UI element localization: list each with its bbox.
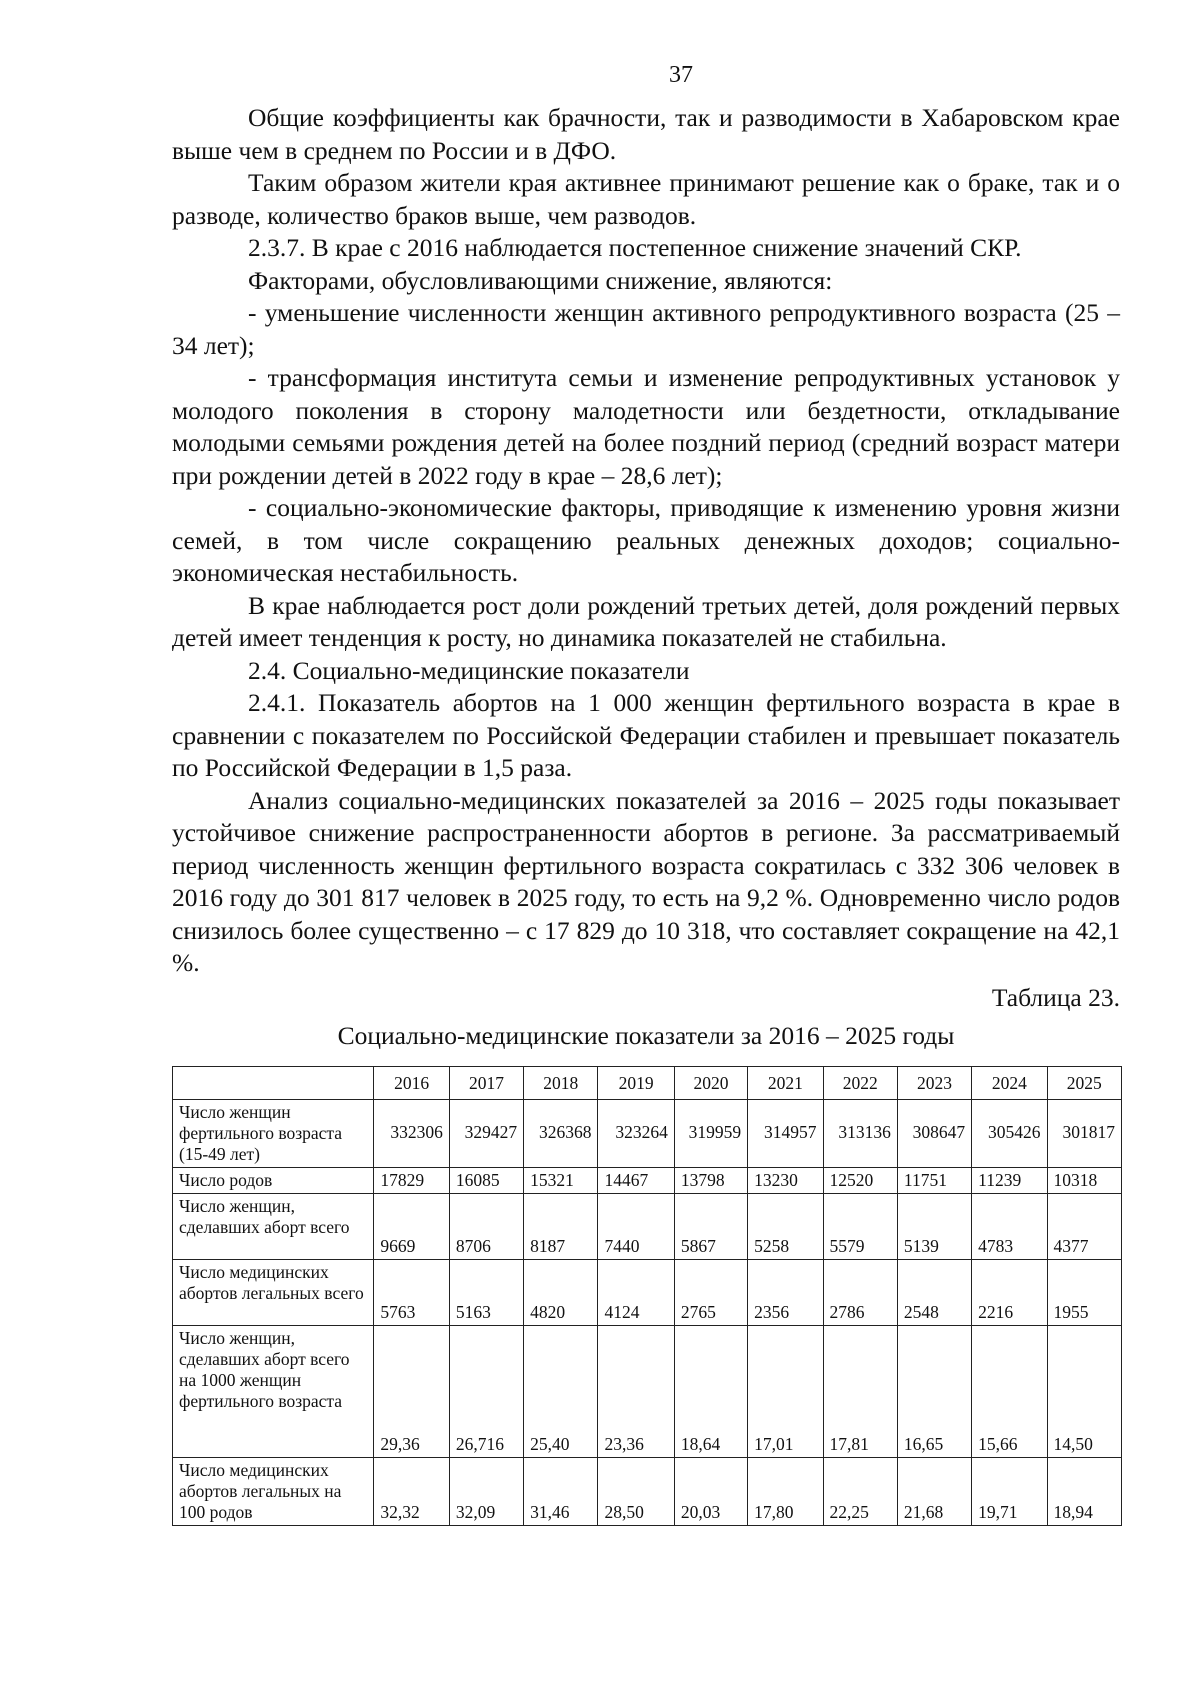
table-cell: 5139 xyxy=(897,1194,971,1260)
table-cell: 326368 xyxy=(524,1100,598,1168)
table-cell: 8706 xyxy=(449,1194,523,1260)
table-row xyxy=(173,1100,1122,1168)
body-text xyxy=(172,102,1120,980)
table-cell: 14,50 xyxy=(1047,1326,1121,1458)
list-item: - социально-экономические факторы, приводящие к изменению уровня жизни семей, в том числе сокращению реальных денежных доходов; социально-экономическая нестабильность. xyxy=(172,493,1120,587)
table-cell: 2548 xyxy=(897,1260,971,1326)
table-cell: 11751 xyxy=(897,1168,971,1194)
table-header-year: 2016 xyxy=(374,1067,449,1100)
table-cell: 323264 xyxy=(598,1100,674,1168)
table-header-year: 2023 xyxy=(897,1067,971,1100)
table-cell: 17,80 xyxy=(748,1458,823,1526)
table-cell: 23,36 xyxy=(598,1326,674,1458)
table-cell: 301817 xyxy=(1047,1100,1121,1168)
table-cell: 17,01 xyxy=(748,1326,823,1458)
paragraph: 2.3.7. В крае с 2016 наблюдается постепенное снижение значений СКР. xyxy=(248,233,1022,262)
table-cell: 4377 xyxy=(1047,1194,1121,1260)
table-cell: 5258 xyxy=(748,1194,823,1260)
table-cell: 32,09 xyxy=(449,1458,523,1526)
table-header-year: 2022 xyxy=(823,1067,897,1100)
table-cell: 319959 xyxy=(674,1100,747,1168)
table-cell: 4124 xyxy=(598,1260,674,1326)
list-item: - уменьшение численности женщин активного репродуктивного возраста (25 – 34 лет); xyxy=(172,298,1120,360)
paragraph: В крае наблюдается рост доли рождений третьих детей, доля рождений первых детей имеет тенденция к росту, но динамика показателей не стабильна. xyxy=(172,590,1120,652)
table-cell: 5163 xyxy=(449,1260,523,1326)
table-cell: 17829 xyxy=(374,1168,449,1194)
paragraph: Анализ социально-медицинских показателей за 2016 – 2025 годы показывает устойчивое снижение распространенности абортов в регионе. За рассматриваемый период численность женщин фертильного возраста сократилась с 332 306 человек в 2016 году до 301 817 человек в 2025 году, то есть на 9,2 %. Одновременно число родов снизилось более существенно – с 17 829 до 10 318, что составляет сокращение на 42,1 %. xyxy=(172,785,1120,977)
table-cell: 313136 xyxy=(823,1100,897,1168)
data-table xyxy=(172,1066,1122,1526)
table-cell: 5579 xyxy=(823,1194,897,1260)
row-label: Число женщин фертильного возраста (15-49 лет) xyxy=(173,1100,374,1168)
table-cell: 20,03 xyxy=(674,1458,747,1526)
row-label: Число медицинских абортов легальных на 100 родов xyxy=(173,1458,374,1526)
table-header-year: 2025 xyxy=(1047,1067,1121,1100)
table-cell: 29,36 xyxy=(374,1326,449,1458)
paragraph: 2.4.1. Показатель абортов на 1 000 женщин фертильного возраста в крае в сравнении с показателем по Российской Федерации стабилен и превышает показатель по Российской Федерации в 1,5 раза. xyxy=(172,688,1120,782)
section-heading: 2.4. Социально-медицинские показатели xyxy=(248,655,690,685)
table-cell: 11239 xyxy=(972,1168,1047,1194)
table-cell: 26,716 xyxy=(449,1326,523,1458)
table-row xyxy=(173,1168,1122,1194)
table-header-year: 2024 xyxy=(972,1067,1047,1100)
table-cell: 314957 xyxy=(748,1100,823,1168)
table-row xyxy=(173,1458,1122,1526)
table-cell: 308647 xyxy=(897,1100,971,1168)
table-cell: 15,66 xyxy=(972,1326,1047,1458)
table-header-empty xyxy=(173,1067,374,1100)
table-cell: 329427 xyxy=(449,1100,523,1168)
table-cell: 18,94 xyxy=(1047,1458,1121,1526)
table-cell: 14467 xyxy=(598,1168,674,1194)
table-cell: 9669 xyxy=(374,1194,449,1260)
table-cell: 18,64 xyxy=(674,1326,747,1458)
table-cell: 5867 xyxy=(674,1194,747,1260)
table-cell: 31,46 xyxy=(524,1458,598,1526)
table-cell: 12520 xyxy=(823,1168,897,1194)
table-cell: 7440 xyxy=(598,1194,674,1260)
table-cell: 16,65 xyxy=(897,1326,971,1458)
table-cell: 21,68 xyxy=(897,1458,971,1526)
list-item: - трансформация института семьи и изменение репродуктивных установок у молодого поколения в сторону малодетности или бездетности, откладывание молодыми семьями рождения детей на более поздний период (средний возраст матери при рождении детей в 2022 году в крае – 28,6 лет); xyxy=(172,363,1120,490)
table-cell: 16085 xyxy=(449,1168,523,1194)
paragraph: Факторами, обусловливающими снижение, являются: xyxy=(248,265,833,295)
page-number: 37 xyxy=(669,62,693,88)
table-cell: 332306 xyxy=(374,1100,449,1168)
table-cell: 4783 xyxy=(972,1194,1047,1260)
table-cell: 2216 xyxy=(972,1260,1047,1326)
data-table-container xyxy=(172,1066,1122,1526)
table-header-year: 2021 xyxy=(748,1067,823,1100)
table-cell: 22,25 xyxy=(823,1458,897,1526)
table-cell: 32,32 xyxy=(374,1458,449,1526)
table-cell: 2786 xyxy=(823,1260,897,1326)
table-header-year: 2019 xyxy=(598,1067,674,1100)
table-cell: 15321 xyxy=(524,1168,598,1194)
table-caption: Таблица 23. xyxy=(991,983,1120,1012)
paragraph: Таким образом жители края активнее принимают решение как о браке, так и о разводе, количество браков выше, чем разводов. xyxy=(172,168,1120,230)
table-cell: 13230 xyxy=(748,1168,823,1194)
row-label: Число женщин, сделавших аборт всего на 1000 женщин фертильного возраста xyxy=(173,1326,374,1458)
table-row xyxy=(173,1260,1122,1326)
table-cell: 28,50 xyxy=(598,1458,674,1526)
table-cell: 25,40 xyxy=(524,1326,598,1458)
row-label: Число женщин, сделавших аборт всего xyxy=(173,1194,374,1260)
table-cell: 8187 xyxy=(524,1194,598,1260)
row-label: Число медицинских абортов легальных всего xyxy=(173,1260,374,1326)
table-header-year: 2020 xyxy=(674,1067,747,1100)
table-cell: 2765 xyxy=(674,1260,747,1326)
table-row xyxy=(173,1326,1122,1458)
table-header-year: 2017 xyxy=(449,1067,523,1100)
paragraph: Общие коэффициенты как брачности, так и разводимости в Хабаровском крае выше чем в среднем по России и в ДФО. xyxy=(172,103,1120,165)
table-header-row xyxy=(173,1067,1122,1100)
table-cell: 2356 xyxy=(748,1260,823,1326)
table-cell: 10318 xyxy=(1047,1168,1121,1194)
table-cell: 13798 xyxy=(674,1168,747,1194)
table-cell: 1955 xyxy=(1047,1260,1121,1326)
table-row xyxy=(173,1194,1122,1260)
table-title: Социально-медицинские показатели за 2016 – 2025 годы xyxy=(337,1021,955,1050)
table-cell: 5763 xyxy=(374,1260,449,1326)
table-cell: 19,71 xyxy=(972,1458,1047,1526)
table-cell: 17,81 xyxy=(823,1326,897,1458)
table-cell: 305426 xyxy=(972,1100,1047,1168)
table-cell: 4820 xyxy=(524,1260,598,1326)
row-label: Число родов xyxy=(173,1168,374,1194)
table-header-year: 2018 xyxy=(524,1067,598,1100)
